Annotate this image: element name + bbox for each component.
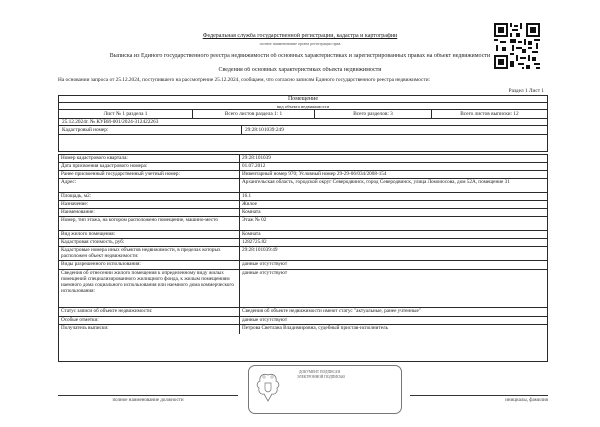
row-value: 1282725.82 [242,239,267,245]
object-header-table [58,95,548,152]
agency-name: Федеральная служба государственной регистрации, кадастра и картографии [202,33,398,39]
request-basis-text: На основании запроса от 25.12.2024, поступившего на рассмотрение 25.12.2024, сообщаем, что согласно записям Единого государственного реестра недвижимости: [58,77,431,83]
blank-spacer-row [59,135,547,151]
table-row [59,270,547,308]
qr-code-icon [494,23,540,69]
table-row [59,239,547,247]
row-value: 16.1 [242,193,252,199]
object-type: Помещение [59,96,547,103]
document-title: Выписка из Единого государственного реестра недвижимости об основных характеристиках и зарегистрированных правах на объект недвижимости [109,53,491,59]
section-sheets-total: Всего листов раздела 1: 1 [193,110,315,118]
row-value: 01.07.2012 [242,163,266,169]
table-row [59,171,547,179]
table-row [59,325,547,334]
row-label: Площадь, м2: [59,193,240,200]
row-value: 29:28:101039 [242,155,271,161]
row-label: Дата присвоения кадастрового номера: [59,163,240,170]
cadastral-number-value: 29:28:101039:249 [245,127,284,133]
row-label: Вид жилого помещения: [59,231,240,238]
coat-of-arms-icon [253,371,283,407]
table-row [59,247,547,261]
row-value: 29:28:101039:49 [242,247,278,253]
row-label: Наименование: [59,209,240,216]
electronic-signature-stamp [248,365,402,414]
sheet-info-row [59,110,547,119]
row-label: Сведения об отнесении жилого помещения к определенному виду жилых помещений специализированного жилищного фонда, к жилым помещениям наемного дома социального использования или наемного дома коммерческого использования: [59,270,240,307]
stamp-title-line-2: ЭЛЕКТРОННОЙ ПОДПИСЬЮ [297,375,346,379]
sections-total: Всего разделов: 3 [315,110,432,118]
row-value: Петрова Светлана Владимировна, судебный пристав-исполнитель [242,325,388,331]
row-value: Комната [242,209,261,215]
row-value: Этаж № 02 [242,217,267,223]
cadastral-number-label: Кадастровый номер: [59,126,242,134]
row-label: Статус записи об объекте недвижимости: [59,308,240,316]
sheet-number: Лист № 1 раздела 1 [59,110,193,118]
row-label: Кадастровые номера иных объектов недвижимости, в пределах которых расположен объект недвижимости: [59,247,240,260]
name-caption: инициалы, фамилия [505,398,548,403]
row-value: данные отсутствуют [242,317,288,323]
name-signature-line [410,395,548,396]
cadastral-number-row [59,126,547,135]
characteristics-table [58,154,548,362]
object-type-caption: вид объекта недвижимости [59,103,547,110]
row-value: данные отсутствуют [242,261,288,267]
table-row [59,179,547,193]
position-signature-line [58,395,238,396]
document-subtitle: Сведения об основных характеристиках объекта недвижимости [218,67,382,73]
row-label: Номер, тип этажа, на котором расположено помещение, машино-место [59,217,240,230]
table-row [59,193,547,201]
table-row [59,308,547,317]
row-value: Жилое [242,201,257,207]
row-label: Кадастровая стоимость, руб: [59,239,240,246]
position-caption: полное наименование должности [112,398,184,403]
table-row [59,231,547,239]
table-row [59,217,547,231]
table-row [59,201,547,209]
row-label: Особые отметки: [59,317,240,324]
stamp-title-line-1: ДОКУМЕНТ ПОДПИСАН [299,370,341,374]
row-value: данные отсутствуют [242,270,288,276]
row-value: Архангельская область, городской округ Северодвинск, город Северодвинск, улица Ломоносова, дом 52А, помещение 31 [242,179,510,185]
section-sheet-label: Раздел 1 Лист 1 [508,88,544,94]
row-value: Инвентарный номер 970; Условный номер 29-29-06/034/2008-154 [242,171,387,177]
table-row [59,317,547,325]
row-label: Адрес: [59,179,240,192]
row-label: Номер кадастрового квартала: [59,155,240,162]
table-row [59,261,547,270]
row-label: Получатель выписки: [59,325,240,334]
row-value: Комната [242,231,261,237]
row-label: Виды разрешенного использования: [59,261,240,269]
table-row [59,209,547,217]
table-row [59,163,547,171]
agency-name-caption: полное наименование органа регистрации прав [259,41,341,46]
row-label: Назначение: [59,201,240,208]
row-value: Сведения об объекте недвижимости имеют статус "актуальные, ранее учтенные" [242,308,421,314]
extract-sheets-total: Всего листов выписки: 12 [460,111,519,117]
table-row [59,155,547,163]
document-number: 25.12.2024г. № КУВИ-001/2024-312422263 [59,119,547,126]
row-label: Ранее присвоенный государственный учетный номер: [59,171,240,178]
